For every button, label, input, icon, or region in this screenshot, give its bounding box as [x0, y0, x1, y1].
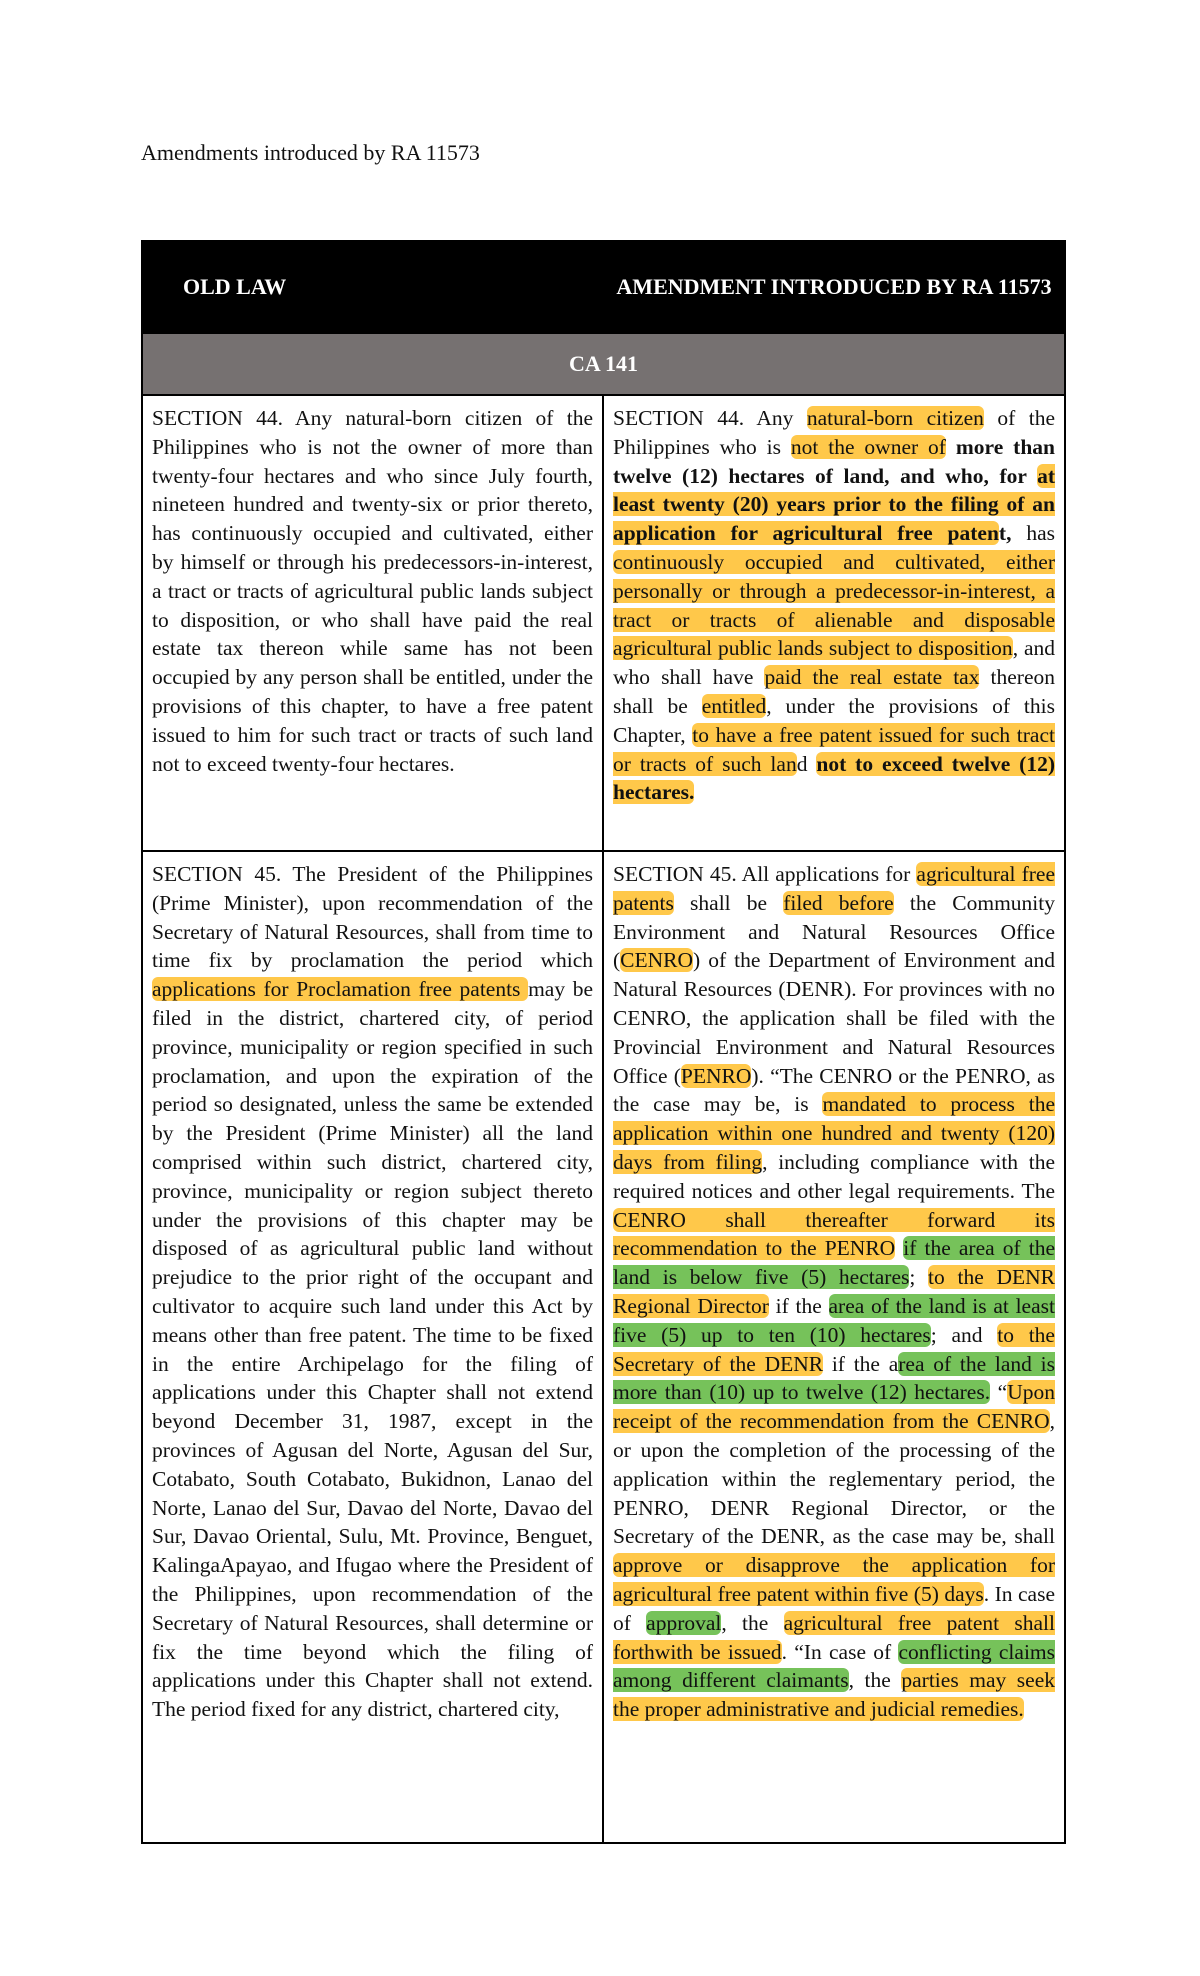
yellow-highlight: paid the real estate tax — [764, 665, 980, 690]
green-highlight: rea of the land is more than (10) up to twelve (12) hectares. — [613, 1351, 1055, 1405]
yellow-highlight: Upon receipt of the recommendation from the CENRO — [613, 1380, 1055, 1434]
green-highlight: area of the land is at least five (5) up to ten (10) hectares — [613, 1293, 1055, 1347]
yellow-highlight: CENRO — [620, 948, 694, 973]
header-amendment: AMENDMENT INTRODUCED BY RA 11573 — [603, 241, 1065, 333]
yellow-highlight: agricultural free patent shall forthwith be issued — [613, 1610, 1055, 1664]
yellow-highlight: not to exceed twelve (12) hectares. — [613, 751, 1055, 805]
bold-text: more than twelve (12) hectares of land, — [613, 434, 1055, 488]
section-row — [142, 333, 1065, 395]
section-label: CA 141 — [142, 333, 1065, 395]
old-law-section-45: SECTION 45. The President of the Philippines (Prime Minister), upon recommendation of the Secretary of Natural Resources, shall from time to time fix by proclamation the period which applications for Proclamation free patents may be filed in the district, chartered city, of period province, municipality or region specified in such proclamation, and upon the expiration of the period so designated, unless the same be extended by the President (Prime Minister) all the land comprised within such district, chartered city, province, municipality or region subject thereto under the provisions of this chapter may be disposed of as agricultural public land without prejudice to the prior right of the occupant and cultivator to acquire such land under this Act by means other than free patent. The time to be fixed in the entire Archipelago for the filing of applications under this Chapter shall not extend beyond December 31, 1987, except in the provinces of Agusan del Norte, Agusan del Sur, Cotabato, South Cotabato, Bukidnon, Lanao del Norte, Lanao del Sur, Davao del Norte, Davao del Sur, Davao Oriental, Sulu, Mt. Province, Benguet, KalingaApayao, and Ifugao where the President of the Philippines, upon recommendation of the Secretary of Natural Resources, shall determine or fix the time beyond which the filing of applications under this Chapter shall not extend. The period fixed for any district, chartered city, — [142, 851, 603, 1843]
document-title: Amendments introduced by RA 11573 — [141, 140, 480, 165]
bold-text: t, — [998, 521, 1012, 546]
table-header-row — [142, 241, 1065, 333]
yellow-highlight: continuously occupied and cultivated, either personally or through a predecessor-in-interest, a tract or tracts of alienable and disposable agricultural public lands subject to disposition — [613, 549, 1055, 661]
green-highlight: if the area of the land is below five (5) hectares — [613, 1236, 1055, 1290]
green-highlight: approval — [646, 1610, 722, 1635]
table-row — [142, 395, 1065, 851]
yellow-highlight: entitled — [701, 693, 767, 718]
yellow-highlight: natural-born citizen — [806, 406, 984, 430]
yellow-highlight: at least twenty (20) years prior to the filing of an application for agricultural free paten — [613, 463, 1055, 546]
amendment-section-45: SECTION 45. All applications for agricultural free patents shall be filed before the Community Environment and Natural Resources Office (CENRO) of the Department of Environment and Natural Resources (DENR). For provinces with no CENRO, the application shall be filed with the Provincial Environment and Natural Resources Office (PENRO). “The CENRO or the PENRO, as the case may be, is mandated to process the application within one hundred and twenty (120) days from filing, including compliance with the required notices and other legal requirements. The CENRO shall thereafter forward its recommendation to the PENRO if the area of the land is below five (5) hectares; to the DENR Regional Director if the area of the land is at least five (5) up to ten (10) hectares; and to the Secretary of the DENR if the area of the land is more than (10) up to twelve (12) hectares. “Upon receipt of the recommendation from the CENRO, or upon the completion of the processing of the application within the reglementary period, the PENRO, DENR Regional Director, or the Secretary of the DENR, as the case may be, shall approve or disapprove the application for agricultural free patent within five (5) days. In case of approval, the agricultural free patent shall forthwith be issued. “In case of conflicting claims among different claimants, the parties may seek the proper administrative and judicial remedies. — [603, 851, 1065, 1843]
yellow-highlight: to have a free patent issued for such tract or tracts of such lan — [613, 722, 1055, 776]
amendment-section-44: SECTION 44. Any natural-born citizen of the Philippines who is not the owner of more than twelve (12) hectares of land, and who, for at least twenty (20) years prior to the filing of an application for agricultural free patent, has continuously occupied and cultivated, either personally or through a predecessor-in-interest, a tract or tracts of alienable and disposable agricultural public lands subject to disposition, and who shall have paid the real estate tax thereon shall be entitled, under the provisions of this Chapter, to have a free patent issued for such tract or tracts of such land not to exceed twelve (12) hectares. — [603, 395, 1065, 851]
yellow-highlight: parties may seek the proper administrative and judicial remedies. — [613, 1668, 1055, 1722]
yellow-highlight: CENRO shall thereafter forward its recommendation to the PENRO — [613, 1207, 1055, 1261]
yellow-highlight: filed before — [783, 890, 894, 915]
header-old-law: OLD LAW — [142, 241, 603, 333]
old-law-section-44: SECTION 44. Any natural-born citizen of the Philippines who is not the owner of more than twenty-four hectares and who since July fourth, nineteen hundred and twenty-six or prior thereto, has continuously occupied and cultivated, either by himself or through his predecessors-in-interest, a tract or tracts of agricultural public lands subject to disposition, or who shall have paid the real estate tax thereon while same has not been occupied by any person shall be entitled, under the provisions of this chapter, to have a free patent issued to him for such tract or tracts of such land not to exceed twenty-four hectares. — [142, 395, 603, 851]
yellow-highlight: approve or disapprove the application for agricultural free patent within five (5) days — [613, 1553, 1055, 1606]
comparison-table — [141, 240, 1066, 1844]
yellow-highlight: agricultural free patents — [613, 862, 1056, 915]
bold-text: and who, for — [900, 463, 1038, 488]
table-row — [142, 851, 1065, 1843]
yellow-highlight: mandated to process the application within one hundred and twenty (120) days from filing — [613, 1092, 1055, 1174]
green-highlight: conflicting claims among different claimants — [613, 1639, 1056, 1693]
yellow-highlight: applications for Proclamation free patents — [152, 977, 529, 1002]
yellow-highlight: to the Secretary of the DENR — [613, 1322, 1055, 1376]
yellow-highlight: not the owner of — [790, 434, 946, 459]
yellow-highlight: PENRO — [680, 1063, 752, 1088]
yellow-highlight: to the DENR Regional Director — [613, 1265, 1055, 1318]
